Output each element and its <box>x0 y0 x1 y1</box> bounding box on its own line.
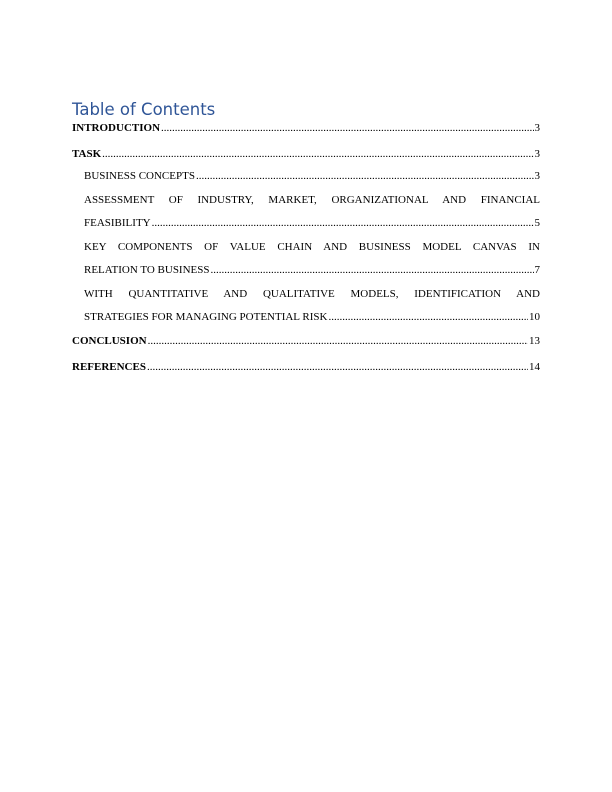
toc-page-number: 14 <box>529 361 540 373</box>
toc-entry-assessment[interactable] <box>72 189 540 236</box>
toc-entry-task[interactable] <box>72 146 540 163</box>
toc-entry-label: TASK <box>72 148 102 160</box>
document-page <box>72 100 540 383</box>
toc-leader-dots <box>102 146 533 163</box>
toc-entry-first-line: KEY COMPONENTS OF VALUE CHAIN AND BUSINESS MODEL CANVAS IN <box>84 240 540 253</box>
toc-entry-business-concepts[interactable] <box>72 165 540 189</box>
toc-page-number: 3 <box>534 170 540 182</box>
toc-entry-label: RELATION TO BUSINESS <box>84 264 210 276</box>
toc-entry-label: STRATEGIES FOR MANAGING POTENTIAL RISK <box>84 311 328 323</box>
toc-entry-conclusion[interactable] <box>72 330 540 354</box>
toc-leader-dots <box>211 259 534 283</box>
toc-page-number: 5 <box>534 217 540 229</box>
toc-entry-introduction[interactable] <box>72 120 540 137</box>
toc-entry-value-chain[interactable] <box>72 236 540 283</box>
toc-leader-dots <box>148 330 528 354</box>
toc-page-number: 10 <box>529 311 540 323</box>
toc-entry-label: BUSINESS CONCEPTS <box>84 170 195 182</box>
toc-page-number: 3 <box>534 148 540 160</box>
toc-entry-label: INTRODUCTION <box>72 122 161 134</box>
toc-leader-dots <box>161 120 533 137</box>
toc-entry-label: FEASIBILITY <box>84 217 151 229</box>
toc-page-number: 13 <box>529 334 540 347</box>
toc-page-number: 7 <box>534 264 540 276</box>
toc-entry-label: REFERENCES <box>72 361 146 373</box>
toc-entry-first-line: ASSESSMENT OF INDUSTRY, MARKET, ORGANIZATIONAL AND FINANCIAL <box>84 193 540 206</box>
toc-leader-dots <box>147 356 528 380</box>
toc-entry-label: CONCLUSION <box>72 334 147 347</box>
toc-leader-dots <box>152 212 534 236</box>
toc-entry-references[interactable] <box>72 356 540 380</box>
toc-entry-first-line: WITH QUANTITATIVE AND QUALITATIVE MODELS, IDENTIFICATION AND <box>84 287 540 300</box>
toc-leader-dots <box>328 306 528 330</box>
toc-page-number: 3 <box>534 122 540 134</box>
toc-leader-dots <box>196 165 534 189</box>
toc-entry-risk-models[interactable] <box>72 283 540 330</box>
toc-heading: Table of Contents <box>72 100 216 119</box>
